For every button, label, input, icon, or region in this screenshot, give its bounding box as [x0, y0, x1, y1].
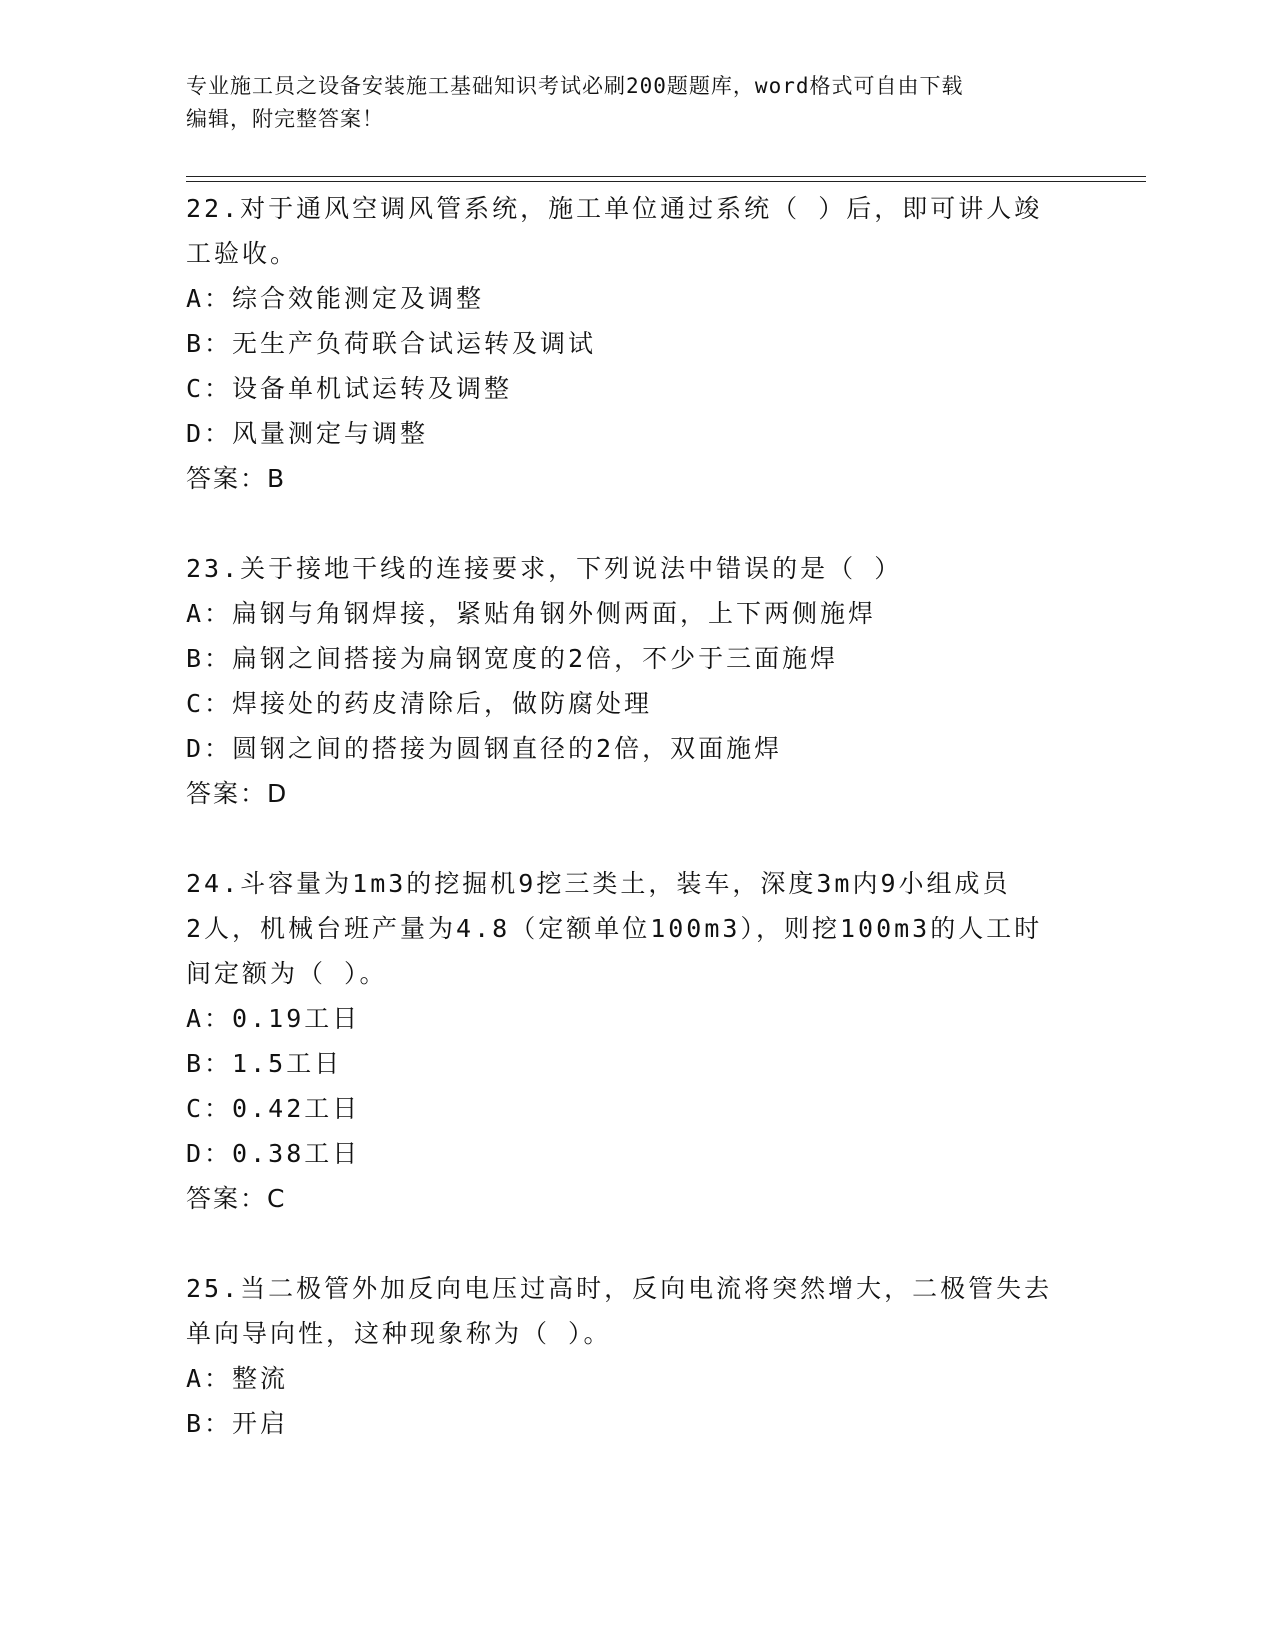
question-stem-line: 22.对于通风空调风管系统，施工单位通过系统（ ）后，即可讲人竣 [186, 194, 1043, 223]
option-a: A：扁钢与角钢焊接，紧贴角钢外侧两面，上下两侧施焊 [186, 599, 877, 628]
question-stem-line: 间定额为（ ）。 [186, 959, 388, 988]
option-b: B：1.5工日 [186, 1049, 343, 1078]
document-header [186, 70, 1066, 136]
question-23 [186, 546, 1066, 816]
question-list [186, 186, 1066, 1446]
option-b: B：开启 [186, 1409, 289, 1438]
question-stem-line: 2人，机械台班产量为4.8（定额单位100m3），则挖100m3的人工时 [186, 914, 1043, 943]
option-d: D：0.38工日 [186, 1139, 361, 1168]
option-c: C：焊接处的药皮清除后，做防腐处理 [186, 689, 653, 718]
header-divider-bottom [186, 181, 1146, 182]
question-22 [186, 186, 1066, 501]
option-b: B：无生产负荷联合试运转及调试 [186, 329, 597, 358]
question-spacer [186, 816, 1066, 861]
question-stem-line: 工验收。 [186, 239, 299, 268]
option-a: A：综合效能测定及调整 [186, 284, 485, 313]
option-d: D：风量测定与调整 [186, 419, 429, 448]
header-title-line-1: 专业施工员之设备安装施工基础知识考试必刷200题题库，word格式可自由下载 [186, 74, 964, 98]
question-24 [186, 861, 1066, 1221]
question-stem-line: 23.关于接地干线的连接要求，下列说法中错误的是（ ） [186, 554, 903, 583]
question-spacer [186, 1221, 1066, 1266]
option-d: D：圆钢之间的搭接为圆钢直径的2倍，双面施焊 [186, 734, 783, 763]
option-b: B：扁钢之间搭接为扁钢宽度的2倍，不少于三面施焊 [186, 644, 839, 673]
answer: 答案：B [186, 464, 287, 493]
option-a: A：整流 [186, 1364, 289, 1393]
question-stem-line: 24.斗容量为1m3的挖掘机9挖三类土，装车，深度3m内9小组成员 [186, 869, 1011, 898]
header-title-line-2: 编辑，附完整答案！ [186, 107, 384, 131]
header-divider-top [186, 176, 1146, 177]
option-c: C：设备单机试运转及调整 [186, 374, 513, 403]
question-stem-line: 单向导向性，这种现象称为（ ）。 [186, 1319, 612, 1348]
answer: 答案：D [186, 779, 289, 808]
question-25 [186, 1266, 1066, 1446]
option-c: C：0.42工日 [186, 1094, 361, 1123]
question-stem-line: 25.当二极管外加反向电压过高时，反向电流将突然增大，二极管失去 [186, 1274, 1053, 1303]
question-spacer [186, 501, 1066, 546]
option-a: A：0.19工日 [186, 1004, 361, 1033]
answer: 答案：C [186, 1184, 287, 1213]
